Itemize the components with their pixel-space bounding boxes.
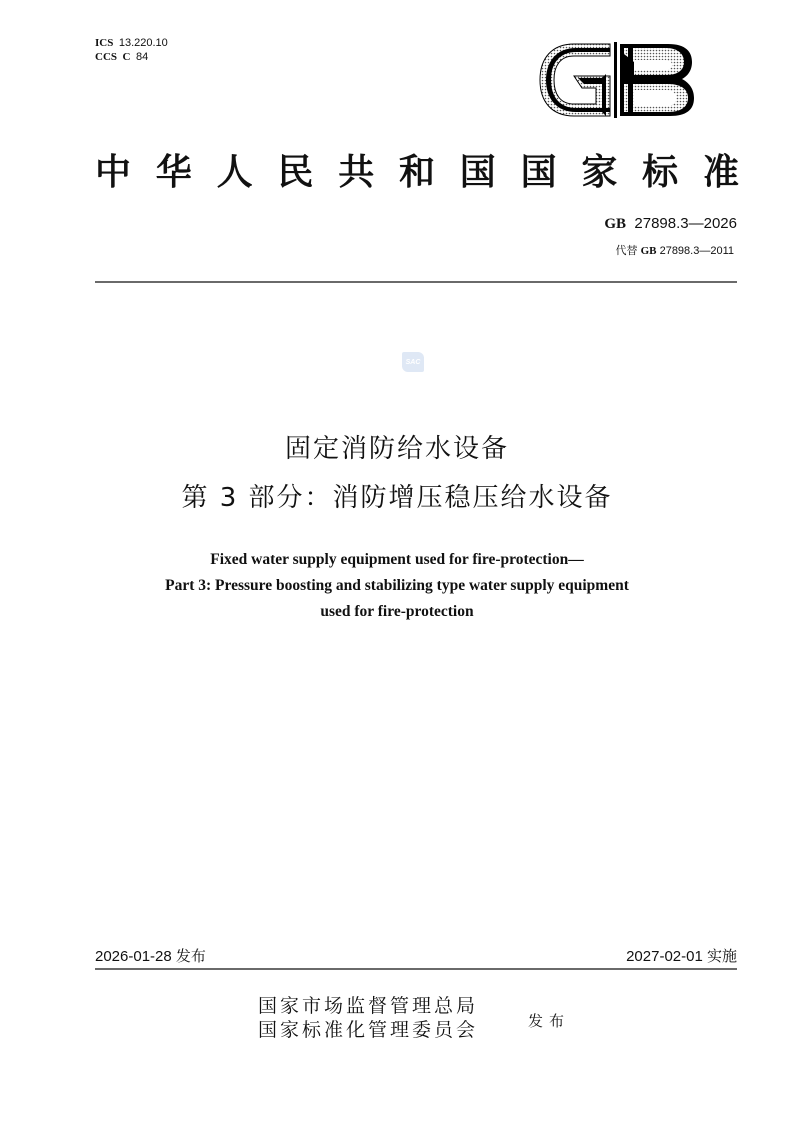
english-title-line1: Fixed water supply equipment used for fire-protection— — [210, 551, 584, 568]
issuing-authorities — [258, 994, 478, 1042]
english-title-line3: used for fire-protection — [320, 603, 474, 620]
top-divider — [95, 281, 737, 283]
chinese-title-line1: 固定消防给水设备 — [284, 434, 509, 464]
issue-action: 发布 — [528, 1012, 571, 1030]
standard-number: GB 27898.3—2026 — [604, 215, 737, 232]
issuer-sac: 国家标准化管理委员会 — [258, 1019, 479, 1041]
classification-codes — [95, 36, 168, 64]
implementation-date: 2027-02-01 实施 — [626, 948, 737, 965]
national-standard-title: 中 华 人 民 共 和 国 国 家 标 准 — [95, 151, 739, 193]
sac-logo-icon: SAC — [402, 352, 424, 372]
gb-logo-icon — [538, 40, 696, 120]
issue-date: 2026-01-28 发布 — [95, 948, 206, 965]
ccs-code: CCS C 84 — [95, 51, 149, 63]
ics-code: ICS 13.220.10 — [95, 37, 168, 49]
english-title-line2: Part 3: Pressure boosting and stabilizing type water supply equipment — [165, 577, 629, 594]
replaces-standard: 代替 GB 27898.3—2011 — [615, 245, 734, 257]
bottom-divider — [95, 968, 737, 970]
issuer-samr: 国家市场监督管理总局 — [258, 995, 479, 1017]
chinese-title-line2: 第 3 部分：消防增压稳压给水设备 — [181, 483, 613, 513]
